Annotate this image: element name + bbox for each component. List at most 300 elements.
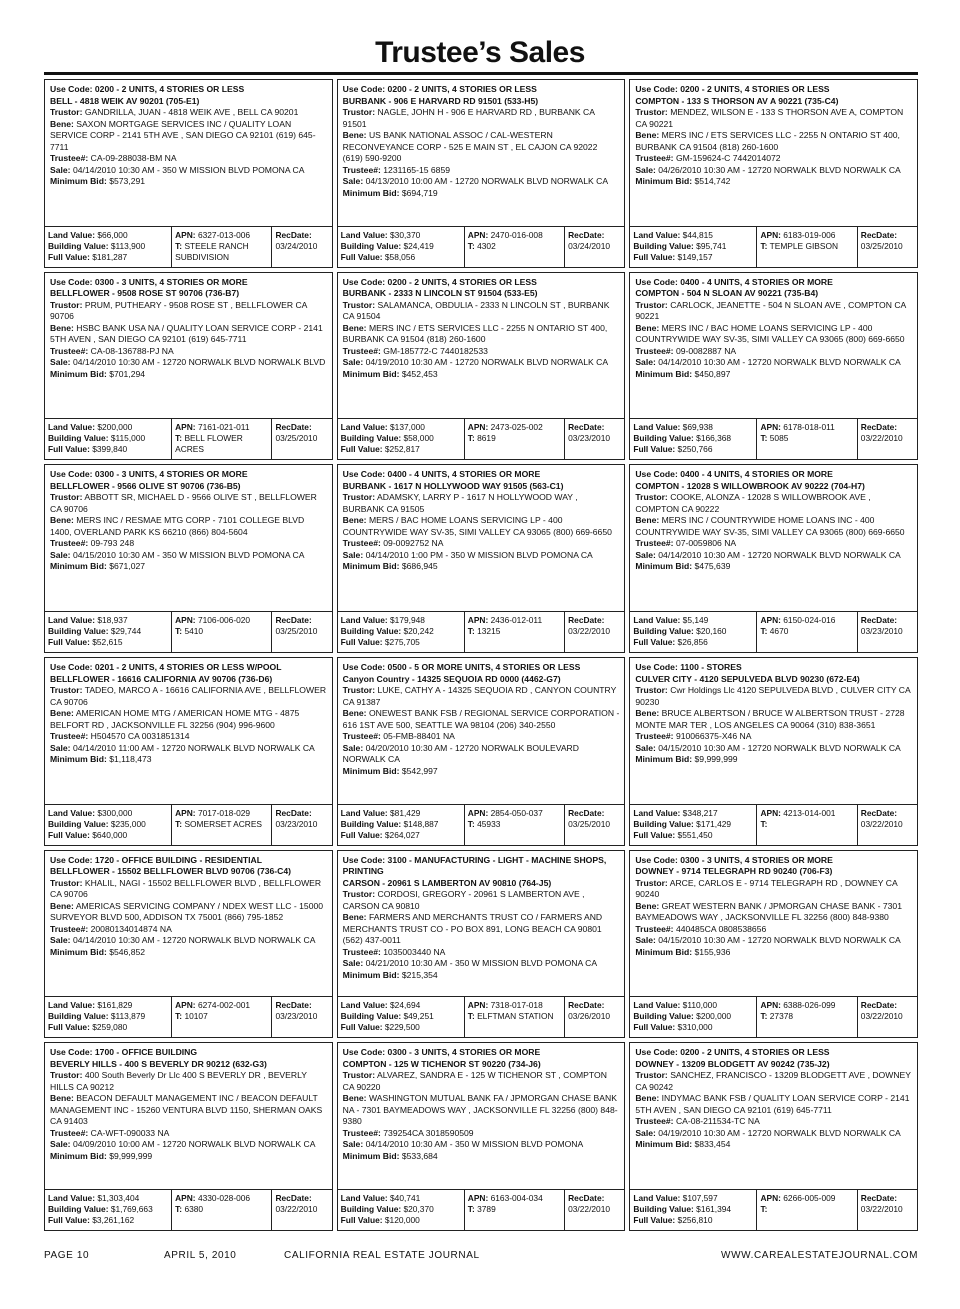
field-label: Minimum Bid:: [635, 176, 693, 186]
trustor-value: TADEO, MARCO A - 16616 CALIFORNIA AVE , BELLFLOWER CA 90706: [50, 685, 327, 707]
sale-line: [635, 935, 912, 947]
field-label: Full Value:: [340, 1022, 383, 1033]
field-label: APN:: [175, 229, 196, 240]
min-bid-line: [50, 561, 327, 573]
field-label: Minimum Bid:: [635, 754, 693, 764]
recdate-value: 03/22/2010: [568, 626, 611, 636]
tract-value: ELFTMAN STATION: [477, 1011, 554, 1022]
field-label: Sale:: [635, 549, 656, 560]
trustee-line: [635, 346, 912, 358]
trustor-line: [50, 492, 327, 515]
field-label: Trustee#:: [50, 153, 89, 163]
recdate-value: 03/22/2010: [860, 1204, 903, 1214]
property-address: BURBANK - 1617 N HOLLYWOOD WAY 91505 (563-C1): [342, 480, 564, 491]
field-label: Trustee#:: [50, 923, 89, 934]
listing-values: [45, 611, 332, 652]
recdate-cell: [271, 1190, 331, 1230]
field-label: APN:: [760, 229, 781, 240]
apn-value: 2854-050-037: [490, 807, 543, 818]
property-address: BELLFLOWER - 15502 BELLFLOWER BLVD 90706 (736-C4): [50, 866, 291, 877]
trustee-line: [635, 538, 912, 550]
apn-cell: [171, 805, 271, 845]
recdate-label: RecDate:: [275, 1193, 312, 1203]
use-code: Use Code: 0200 - 2 UNITS, 4 STORIES OR LESS: [342, 84, 537, 94]
recdate-cell: [271, 419, 331, 459]
field-label: Land Value:: [633, 422, 681, 433]
apn-cell: [464, 227, 564, 267]
field-label: Full Value:: [340, 829, 383, 840]
tract-value: STEELE RANCH SUBDIVISION: [175, 240, 249, 262]
building-value: $20,242: [403, 626, 434, 636]
full-value: $259,080: [92, 1022, 128, 1033]
field-label: Trustee#:: [342, 345, 381, 356]
recdate-value: 03/24/2010: [568, 240, 611, 251]
listing-values: [338, 418, 625, 459]
field-label: Trustor:: [50, 299, 83, 310]
apn-value: 7318-017-018: [490, 1000, 543, 1011]
listing-info: [630, 80, 917, 226]
valuation-cell: [45, 419, 171, 459]
apn-value: 6163-004-034: [490, 1193, 543, 1203]
listing-info: [45, 465, 332, 611]
use-code: Use Code: 0300 - 3 UNITS, 4 STORIES OR MORE: [50, 276, 248, 287]
field-label: Land Value:: [633, 807, 681, 818]
trustor-value: PRUM, PUTHEARY - 9508 ROSE ST , BELLFLOWER CA 90706: [50, 299, 307, 322]
recdate-label: RecDate:: [275, 615, 312, 625]
field-label: Sale:: [635, 357, 656, 368]
valuation-cell: [630, 997, 756, 1037]
valuation-cell: [630, 612, 756, 652]
field-label: Sale:: [50, 357, 71, 368]
building-value: $115,000: [110, 433, 146, 444]
field-label: Trustee#:: [635, 1116, 674, 1127]
listing-card: [629, 79, 918, 268]
field-label: Minimum Bid:: [50, 561, 107, 572]
property-address: BELLFLOWER - 9508 ROSE ST 90706 (736-B7): [50, 288, 240, 299]
tract-value: 4302: [477, 240, 496, 251]
recdate-label: RecDate:: [860, 1000, 898, 1011]
field-label: Minimum Bid:: [635, 946, 693, 957]
recdate-label: RecDate:: [275, 229, 312, 240]
use-code: Use Code: 0400 - 4 UNITS, 4 STORIES OR MORE: [635, 469, 833, 480]
recdate-value: 03/25/2010: [568, 818, 611, 829]
field-label: Sale:: [342, 357, 364, 368]
min-bid-line: [635, 176, 912, 188]
min-bid-value: $542,997: [401, 765, 438, 776]
field-label: Bene:: [635, 708, 660, 718]
sale-value: 04/15/2010 10:30 AM - 350 W MISSION BLVD POMONA CA: [72, 549, 305, 560]
field-label: Trustor:: [635, 299, 668, 310]
field-label: Bene:: [50, 118, 74, 129]
bene-line: [635, 1093, 912, 1116]
field-label: Land Value:: [340, 807, 388, 818]
field-label: T:: [760, 1204, 768, 1214]
property-address: BEVERLY HILLS - 400 S BEVERLY DR 90212 (632-G3): [50, 1058, 267, 1069]
bene-value: GREAT WESTERN BANK / JPMORGAN CHASE BANK - 7301 BAYMEADOWS WAY , JACKSONVILLE FL 32256 (800) 848-9380: [635, 900, 902, 923]
trustee-value: 910066375-X46 NA: [675, 731, 752, 741]
apn-value: 6274-002-001: [197, 1000, 251, 1011]
field-label: APN:: [175, 1193, 196, 1203]
trustee-line: [635, 924, 912, 936]
field-label: Building Value:: [340, 1011, 402, 1022]
recdate-label: RecDate:: [568, 1193, 605, 1203]
full-value: $229,500: [384, 1022, 420, 1033]
trustee-value: 09-0092752 NA: [383, 538, 444, 549]
min-bid-line: [343, 970, 620, 982]
land-value: $18,937: [97, 615, 128, 625]
property-address: BELLFLOWER - 9566 OLIVE ST 90706 (736-B5): [50, 480, 241, 491]
recdate-cell: [271, 227, 331, 267]
trustor-line: [343, 492, 620, 515]
apn-value: 6178-018-011: [783, 422, 835, 433]
building-value: $200,000: [696, 1011, 732, 1022]
min-bid-line: [635, 369, 912, 381]
sale-line: [635, 165, 912, 177]
sale-line: [343, 743, 620, 766]
min-bid-value: $9,999,999: [694, 754, 738, 764]
min-bid-line: [343, 561, 620, 573]
apn-cell: [756, 227, 856, 267]
use-code: Use Code: 0200 - 2 UNITS, 4 STORIES OR LESS: [635, 84, 830, 94]
field-label: Building Value:: [48, 433, 109, 444]
trustor-value: GANDRILLA, JUAN - 4818 WEIK AVE , BELL CA 90201: [84, 107, 299, 117]
bene-value: WASHINGTON MUTUAL BANK FA / JPMORGAN CHASE BANK NA - 7301 BAYMEADOWS WAY , JACKSONVILLE FL 32256 (800) 848-9380: [342, 1093, 618, 1127]
bene-value: ONEWEST BANK FSB / REGIONAL SERVICE CORPORATION - 616 1ST AVE 500, SEATTLE WA 98104 (206) 340-2550: [342, 708, 620, 730]
field-label: Sale:: [50, 164, 71, 175]
trustor-value: ABBOTT SR, MICHAEL D - 9566 OLIVE ST , BELLFLOWER CA 90706: [50, 492, 317, 514]
trustee-value: CA-08-136788-PJ NA: [90, 345, 174, 356]
min-bid-value: $215,354: [401, 969, 438, 980]
listing-info: [338, 1043, 625, 1189]
field-label: APN:: [467, 1193, 489, 1203]
full-value: $3,261,162: [92, 1215, 135, 1225]
field-label: Bene:: [342, 130, 367, 140]
land-value: $44,815: [682, 229, 713, 240]
field-label: Building Value:: [633, 1011, 694, 1022]
sale-line: [635, 1128, 912, 1140]
full-value: $256,810: [677, 1215, 713, 1225]
field-label: T:: [760, 1011, 768, 1022]
field-label: T:: [175, 626, 183, 636]
recdate-value: 03/22/2010: [860, 433, 903, 444]
sale-value: 04/14/2010 10:30 AM - 12720 NORWALK BLVD NORWALK CA: [72, 935, 316, 946]
field-label: T:: [467, 433, 475, 444]
building-value: $20,160: [696, 626, 727, 636]
field-label: Trustor:: [342, 492, 376, 503]
bene-line: [50, 1093, 327, 1128]
listing-info: [630, 465, 917, 611]
listing-info: [630, 273, 917, 419]
property-address: CARSON - 20961 S LAMBERTON AV 90810 (764-J5): [342, 877, 552, 888]
field-label: APN:: [467, 1000, 489, 1011]
recdate-value: 03/22/2010: [568, 1204, 611, 1214]
trustee-value: 1231165-15 6859: [383, 164, 451, 175]
recdate-value: 03/25/2010: [860, 240, 903, 251]
trustee-line: [343, 947, 620, 959]
recdate-label: RecDate:: [275, 422, 312, 433]
field-label: Land Value:: [633, 229, 681, 240]
use-code: Use Code: 0300 - 3 UNITS, 4 STORIES OR MORE: [342, 1047, 541, 1058]
field-label: Bene:: [50, 322, 74, 333]
valuation-cell: [338, 1190, 464, 1230]
recdate-label: RecDate:: [568, 1000, 605, 1011]
apn-value: 7017-018-029: [197, 807, 251, 818]
trustor-value: ARCE, CARLOS E - 9714 TELEGRAPH RD , DOWNEY CA 90240: [635, 877, 898, 900]
apn-cell: [756, 419, 856, 459]
recdate-label: RecDate:: [275, 1000, 312, 1011]
field-label: T:: [175, 433, 183, 444]
apn-value: 7161-021-011: [197, 422, 250, 433]
field-label: Full Value:: [48, 1022, 90, 1033]
field-label: T:: [175, 1011, 183, 1022]
field-label: Building Value:: [633, 818, 694, 829]
listing-values: [45, 226, 332, 267]
field-label: Trustor:: [635, 107, 668, 117]
trustor-line: [343, 889, 620, 912]
use-code: Use Code: 0400 - 4 UNITS, 4 STORIES OR MORE: [635, 276, 833, 287]
valuation-cell: [630, 419, 756, 459]
property-address: BELL - 4818 WEIK AV 90201 (705-E1): [50, 95, 200, 106]
land-value: $24,694: [390, 1000, 421, 1011]
trustee-value: 09-793 248: [90, 538, 135, 549]
recdate-label: RecDate:: [568, 229, 605, 240]
recdate-label: RecDate:: [568, 615, 605, 625]
apn-value: 7106-006-020: [197, 615, 251, 625]
listing-info: [630, 1043, 917, 1189]
sale-value: 04/14/2010 10:30 AM - 350 W MISSION BLVD POMONA CA: [72, 164, 305, 175]
trustee-line: [343, 165, 620, 177]
issue-date: APRIL 5, 2010: [164, 1250, 237, 1261]
building-value: $29,744: [110, 626, 142, 636]
full-value: $640,000: [92, 829, 128, 840]
listing-info: [630, 851, 917, 997]
listings-grid: [44, 79, 918, 1231]
use-code: Use Code: 3100 - MANUFACTURING - LIGHT - MACHINE SHOPS, PRINTING: [342, 854, 607, 877]
trustor-line: [50, 107, 327, 119]
apn-cell: [756, 612, 856, 652]
listing-card: [44, 657, 333, 846]
trustor-value: SANCHEZ, FRANCISCO - 13209 BLODGETT AVE , DOWNEY CA 90242: [635, 1070, 911, 1092]
title-rule: [44, 72, 918, 75]
building-value: $58,000: [403, 433, 434, 444]
field-label: Minimum Bid:: [635, 561, 693, 572]
field-label: APN:: [467, 807, 489, 818]
recdate-value: 03/24/2010: [275, 240, 318, 251]
building-value: $20,370: [403, 1204, 434, 1214]
apn-value: 2473-025-002: [490, 422, 543, 433]
land-value: $179,948: [390, 615, 425, 625]
sale-value: 04/09/2010 10:00 AM - 12720 NORWALK BLVD NORWALK CA: [72, 1139, 316, 1150]
listing-card: [337, 850, 626, 1039]
trustee-value: CA-WFT-090033 NA: [90, 1127, 170, 1138]
valuation-cell: [338, 419, 464, 459]
field-label: APN:: [175, 422, 196, 433]
field-label: Bene:: [635, 1093, 660, 1104]
property-address: COMPTON - 125 W TICHENOR ST 90220 (734-J6): [342, 1058, 541, 1069]
field-label: APN:: [175, 1000, 196, 1011]
min-bid-value: $546,852: [109, 946, 146, 957]
field-label: Trustor:: [342, 1070, 376, 1081]
sale-value: 04/15/2010 10:30 AM - 12720 NORWALK BLVD NORWALK CA: [658, 935, 901, 946]
bene-value: MERS INC / BAC HOME LOANS SERVICING LP - 400 COUNTRYWIDE WAY SV-35, SIMI VALLEY CA 93065 (800) 669-6650: [635, 322, 905, 345]
sale-value: 04/14/2010 10:30 AM - 12720 NORWALK BLVD NORWALK BLVD: [72, 357, 326, 368]
valuation-cell: [338, 612, 464, 652]
min-bid-line: [343, 766, 620, 778]
min-bid-value: $1,118,473: [109, 754, 152, 764]
valuation-cell: [630, 227, 756, 267]
recdate-cell: [564, 997, 624, 1037]
min-bid-line: [635, 947, 912, 959]
sale-value: 04/20/2010 10:30 AM - 12720 NORWALK BOULEVARD NORWALK CA: [342, 742, 579, 764]
recdate-value: 03/23/2010: [568, 433, 611, 444]
full-value: $250,766: [677, 444, 713, 455]
field-label: T:: [760, 433, 768, 444]
field-label: Sale:: [342, 549, 364, 560]
listing-values: [630, 418, 917, 459]
trustor-value: ADAMSKY, LARRY P - 1617 N HOLLYWOOD WAY , BURBANK CA 91505: [342, 492, 578, 514]
sale-line: [50, 165, 327, 177]
field-label: Land Value:: [340, 1000, 388, 1011]
field-label: Sale:: [50, 1139, 71, 1150]
valuation-cell: [45, 1190, 171, 1230]
field-label: Bene:: [50, 515, 74, 526]
sale-line: [635, 743, 912, 755]
bene-line: [50, 515, 327, 538]
recdate-value: 03/22/2010: [275, 1204, 318, 1214]
field-label: Land Value:: [48, 1000, 96, 1011]
listing-info: [338, 273, 625, 419]
bene-value: SAXON MORTGAGE SERVICES INC / QUALITY LOAN SERVICE CORP - 2141 5TH AVE , SAN DIEGO CA 92101 (619) 645-7711: [50, 118, 316, 152]
field-label: Land Value:: [340, 1193, 388, 1203]
field-label: APN:: [760, 1193, 781, 1203]
recdate-cell: [271, 997, 331, 1037]
sale-line: [343, 176, 620, 188]
min-bid-line: [50, 754, 327, 766]
trustor-line: [635, 685, 912, 708]
field-label: Trustee#:: [50, 1127, 89, 1138]
field-label: Minimum Bid:: [342, 561, 400, 572]
field-label: Minimum Bid:: [342, 969, 400, 980]
full-value: $551,450: [677, 829, 713, 840]
field-label: Full Value:: [633, 444, 676, 455]
field-label: Bene:: [342, 708, 367, 718]
sale-value: 04/26/2010 10:30 AM - 12720 NORWALK BLVD NORWALK CA: [658, 164, 901, 175]
valuation-cell: [630, 805, 756, 845]
sale-line: [50, 743, 327, 755]
trustee-value: H504570 CA 0031851314: [90, 731, 190, 741]
tract-value: 5085: [769, 433, 789, 444]
trustee-line: [50, 538, 327, 550]
recdate-value: 03/22/2010: [860, 818, 903, 829]
bene-value: AMERICAS SERVICING COMPANY / NDEX WEST LLC - 15000 SURVEYOR BLVD 500, ADDISON TX 75001 (866) 795-1852: [50, 900, 324, 923]
listing-card: [629, 464, 918, 653]
field-label: Trustor:: [50, 1070, 83, 1081]
valuation-cell: [45, 612, 171, 652]
field-label: Trustor:: [342, 299, 376, 310]
recdate-cell: [857, 997, 917, 1037]
sale-value: 04/21/2010 10:30 AM - 350 W MISSION BLVD POMONA CA: [365, 958, 598, 969]
listing-info: [338, 851, 625, 997]
property-address: COMPTON - 133 S THORSON AV A 90221 (735-C4): [635, 95, 839, 106]
min-bid-value: $694,719: [401, 187, 438, 198]
bene-value: BRUCE ALBERTSON / BRUCE W ALBERTSON TRUST - 2728 MONTE MAR TER , LOS ANGELES CA 90064 (310) 838-3651: [635, 708, 905, 730]
trustee-line: [635, 731, 912, 743]
land-value: $300,000: [97, 807, 133, 818]
building-value: $24,419: [403, 240, 434, 251]
land-value: $107,597: [682, 1193, 718, 1203]
sale-value: 04/14/2010 11:00 AM - 12720 NORWALK BLVD NORWALK CA: [72, 742, 315, 753]
tract-value: 27378: [769, 1011, 794, 1022]
min-bid-value: $450,897: [694, 368, 731, 379]
recdate-cell: [564, 612, 624, 652]
bene-value: FARMERS AND MERCHANTS TRUST CO / FARMERS AND MERCHANTS TRUST CO - PO BOX 891, LONG BEACH CA 90801 (562) 437-0011: [342, 912, 603, 946]
valuation-cell: [630, 1190, 756, 1230]
land-value: $81,429: [390, 807, 421, 818]
trustee-value: 20080134014874 NA: [90, 923, 172, 934]
bene-line: [343, 912, 620, 947]
tract-value: 45933: [477, 818, 501, 829]
bene-value: MERS INC / ETS SERVICES LLC - 2255 N ONTARIO ST 400, BURBANK CA 91504 (818) 260-1600: [342, 322, 608, 345]
recdate-label: RecDate:: [568, 422, 605, 433]
listing-info: [45, 1043, 332, 1189]
bene-line: [343, 708, 620, 731]
bene-line: [50, 119, 327, 154]
field-label: Building Value:: [48, 1204, 109, 1214]
sale-value: 04/19/2010 10:30 AM - 12720 NORWALK BLVD NORWALK CA: [658, 1127, 901, 1138]
listing-values: [630, 226, 917, 267]
trustee-value: GM-159624-C 7442014072: [675, 153, 781, 163]
trustee-value: CA-09-288038-BM NA: [90, 153, 177, 163]
recdate-label: RecDate:: [568, 807, 605, 818]
listing-values: [630, 804, 917, 845]
use-code: Use Code: 1100 - STORES: [635, 662, 742, 672]
field-label: Land Value:: [48, 807, 96, 818]
field-label: T:: [175, 240, 183, 251]
trustee-value: GM-185772-C 7440182533: [383, 345, 488, 356]
listing-card: [629, 657, 918, 846]
trustor-value: Cwr Holdings Llc 4120 SEPULVEDA BLVD , CULVER CITY CA 90230: [635, 685, 911, 707]
field-label: Building Value:: [340, 626, 402, 636]
bene-line: [343, 130, 620, 165]
field-label: Trustee#:: [635, 538, 674, 549]
field-label: Trustor:: [635, 877, 668, 888]
field-label: Full Value:: [340, 444, 383, 455]
field-label: Full Value:: [633, 1022, 676, 1033]
field-label: Building Value:: [340, 1204, 402, 1214]
listing-card: [337, 657, 626, 846]
field-label: APN:: [760, 807, 781, 818]
sale-line: [50, 550, 327, 562]
apn-cell: [464, 612, 564, 652]
trustor-line: [50, 1070, 327, 1093]
trustor-value: LUKE, CATHY A - 14325 SEQUOIA RD , CANYON COUNTRY CA 91387: [342, 685, 617, 707]
listing-card: [337, 1042, 626, 1231]
field-label: Full Value:: [48, 444, 90, 455]
apn-cell: [171, 612, 271, 652]
apn-value: 2436-012-011: [490, 615, 543, 625]
field-label: Trustor:: [50, 685, 83, 695]
field-label: APN:: [467, 422, 489, 433]
journal-url[interactable]: WWW.CAREALESTATEJOURNAL.COM: [721, 1250, 918, 1261]
bene-value: MERS INC / ETS SERVICES LLC - 2255 N ONTARIO ST 400, BURBANK CA 91504 (818) 260-1600: [635, 130, 900, 152]
property-address: Canyon Country - 14325 SEQUOIA RD 0000 (4462-G7): [342, 673, 561, 684]
field-label: Sale:: [50, 742, 71, 753]
sale-line: [635, 550, 912, 562]
field-label: Full Value:: [633, 637, 676, 647]
land-value: $1,303,404: [97, 1193, 140, 1203]
valuation-cell: [45, 227, 171, 267]
min-bid-line: [635, 1139, 912, 1151]
